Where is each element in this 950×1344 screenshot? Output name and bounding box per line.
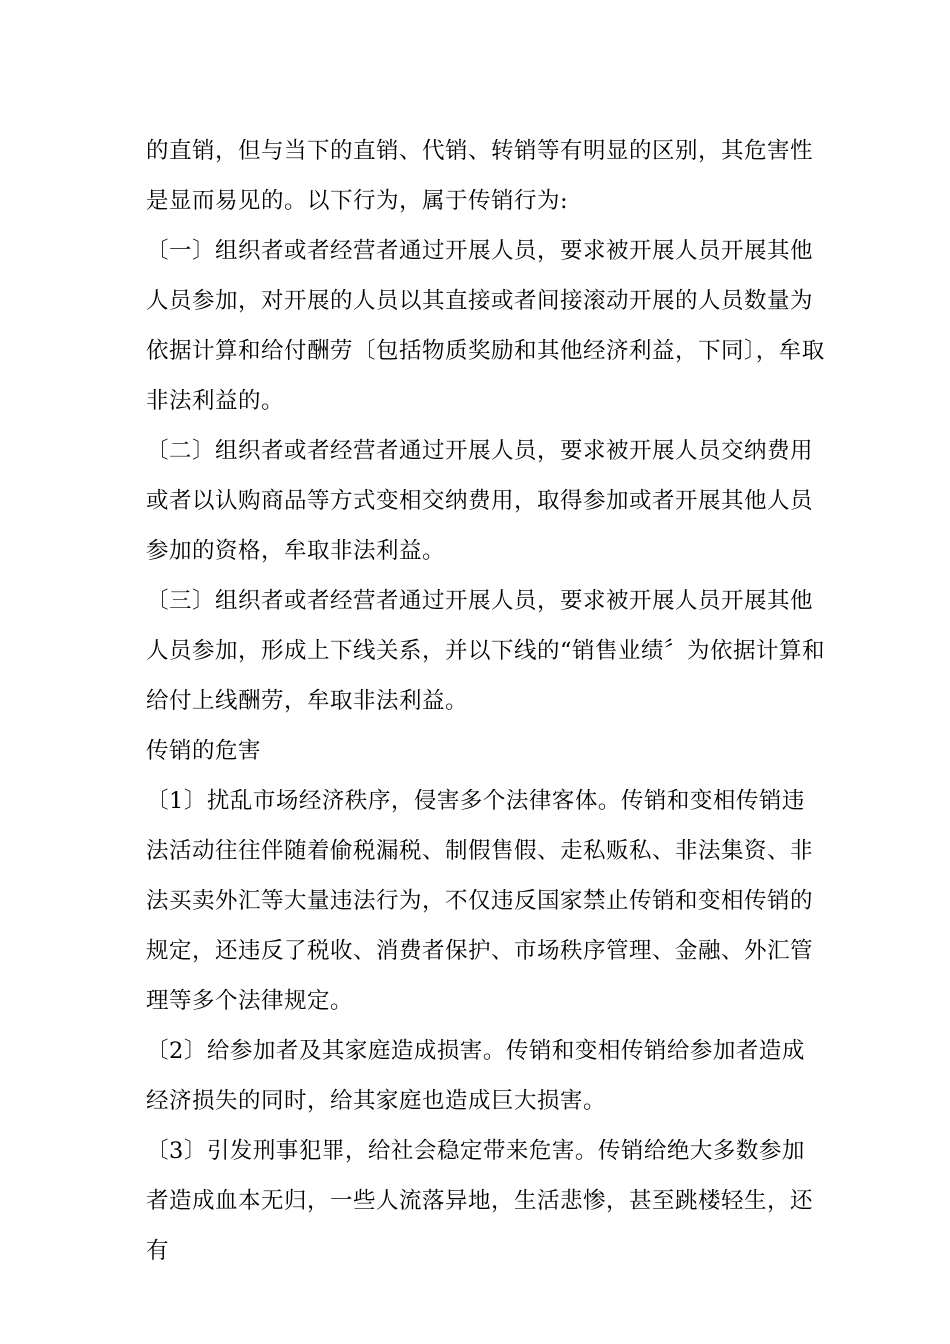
paragraph-harm-2: 〔2〕给参加者及其家庭造成损害。传销和变相传销给参加者造成经济损失的同时，给其家庭也造成巨大损害。 [146,1038,805,1114]
paragraph-harm-3: 〔3〕引发刑事犯罪，给社会稳定带来危害。传销给绝大多数参加者造成血本无归，一些人流落异地，生活悲惨，甚至跳楼轻生，还有 [146,1138,814,1264]
paragraph-item-2: 〔二〕组织者或者经营者通过开展人员，要求被开展人员交纳费用或者以认购商品等方式变相交纳费用，取得参加或者开展其他人员参加的资格，牟取非法利益。 [146,438,814,564]
document-body [146,126,826,1276]
paragraph-intro: 的直销，但与当下的直销、代销、转销等有明显的区别，其危害性是显而易见的。以下行为，属于传销行为: [146,138,814,214]
paragraph-item-3: 〔三〕组织者或者经营者通过开展人员，要求被开展人员开展其他人员参加，形成上下线关系，并以下线的“销售业绩〞为依据计算和给付上线酬劳，牟取非法利益。 [146,588,826,714]
section-heading: 传销的危害 [146,738,262,764]
paragraph-item-1: 〔一〕组织者或者经营者通过开展人员，要求被开展人员开展其他人员参加，对开展的人员以其直接或者间接滚动开展的人员数量为依据计算和给付酬劳〔包括物质奖励和其他经济利益，下同〕，牟取非法利益的。 [146,238,825,414]
paragraph-harm-1: 〔1〕扰乱市场经济秩序，侵害多个法律客体。传销和变相传销违法活动往往伴随着偷税漏税、制假售假、走私贩私、非法集资、非法买卖外汇等大量违法行为，不仅违反国家禁止传销和变相传销的规定，还违反了税收、消费者保护、市场秩序管理、金融、外汇管理等多个法律规定。 [146,788,814,1014]
